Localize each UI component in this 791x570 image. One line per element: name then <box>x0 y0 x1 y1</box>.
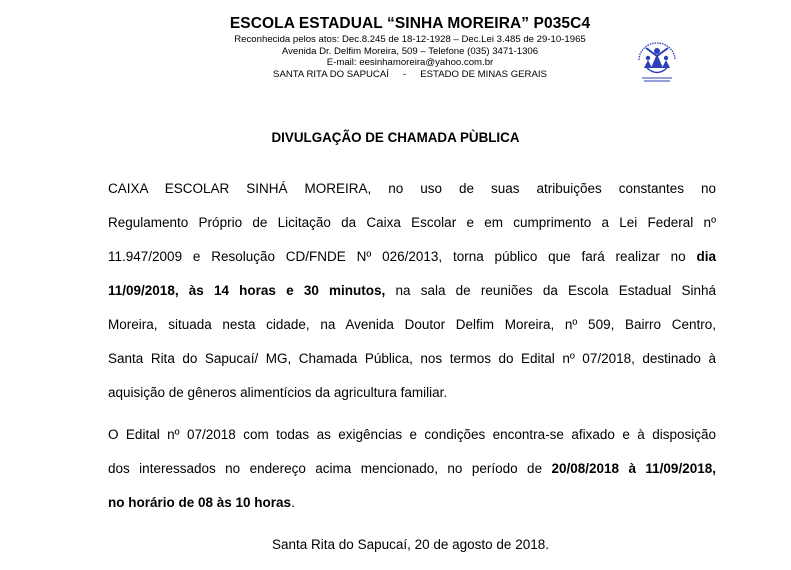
text-line: Regulamento Próprio de Licitação da Caixa Escolar e em cumprimento a Lei Federal nº <box>108 215 716 230</box>
text-line: Moreira, situada nesta cidade, na Avenida Doutor Delfim Moreira, nº 509, Bairro Centro, <box>108 317 716 332</box>
city-state-line <box>160 69 660 81</box>
text-line <box>108 282 716 316</box>
school-logo-icon <box>632 38 682 88</box>
place-and-date: Santa Rita do Sapucaí, 20 de agosto de 2018. <box>272 537 549 552</box>
event-date-start: dia <box>696 249 716 264</box>
period-dates: 20/08/2018 à 11/09/2018, <box>551 461 716 476</box>
text-line: O Edital nº 07/2018 com todas as exigências e condições encontra-se afixado e à disposição <box>108 427 716 442</box>
text-run: na sala de reuniões da Escola Estadual Sinhá <box>395 283 716 298</box>
text-run: . <box>291 495 295 510</box>
city-separator: - <box>402 68 407 80</box>
recognition-line: Reconhecida pelos atos: Dec.8.245 de 18-12-1928 – Dec.Lei 3.485 de 29-10-1965 <box>234 34 586 45</box>
paragraph-announcement <box>108 180 716 418</box>
text-run: 11.947/2009 e Resolução CD/FNDE Nº 026/2013, torna público que fará realizar no <box>108 249 686 264</box>
event-date-time: 11/09/2018, às 14 horas e 30 minutos, <box>108 283 386 298</box>
text-line: Santa Rita do Sapucaí/ MG, Chamada Pública, nos termos do Edital nº 07/2018, destinado à <box>108 351 716 366</box>
school-name: ESCOLA ESTADUAL “SINHA MOREIRA” P035C4 <box>229 15 591 32</box>
text-line <box>108 248 716 282</box>
document-title: DIVULGAÇÃO DE CHAMADA PÙBLICA <box>271 130 520 145</box>
city-name: SANTA RITA DO SAPUCAÍ <box>273 68 389 80</box>
state-name: ESTADO DE MINAS GERAIS <box>420 68 547 80</box>
email-line: E-mail: eesinhamoreira@yahoo.com.br <box>326 57 494 69</box>
office-hours: no horário de 08 às 10 horas <box>108 495 292 510</box>
text-line <box>108 494 716 528</box>
text-run: dos interessados no endereço acima mencionado, no período de <box>108 461 543 476</box>
text-line: CAIXA ESCOLAR SINHÁ MOREIRA, no uso de suas atribuições constantes no <box>108 181 716 196</box>
text-line <box>108 460 716 494</box>
text-line: aquisição de gêneros alimentícios da agricultura familiar. <box>108 385 448 400</box>
letterhead <box>160 14 660 80</box>
address-line: Avenida Dr. Delfim Moreira, 509 – Telefone (035) 3471-1306 <box>281 45 539 57</box>
paragraph-edital <box>108 426 716 528</box>
